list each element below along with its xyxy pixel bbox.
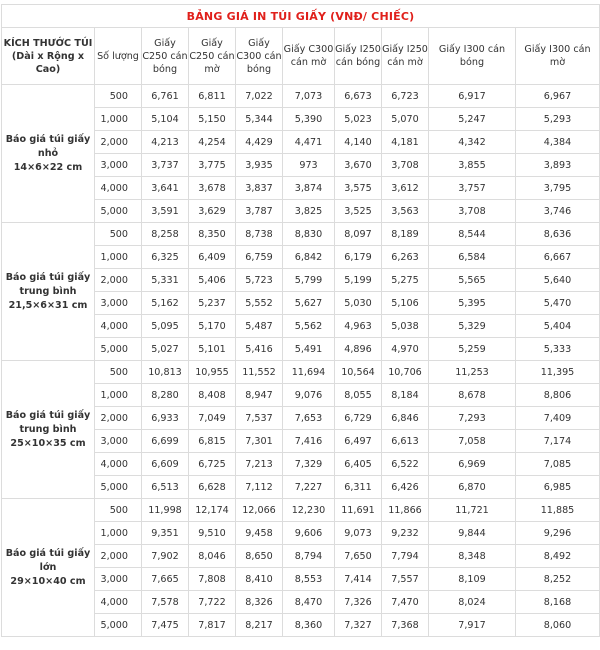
size-label-line: Báo giá túi giấy [5,133,91,145]
price-cell: 6,179 [335,246,382,269]
price-table [1,4,600,637]
price-cell: 6,985 [516,476,600,499]
size-label-line: 25×10×35 cm [10,437,86,449]
quantity-cell: 2,000 [95,407,142,430]
price-cell: 6,842 [283,246,335,269]
price-cell: 5,562 [283,315,335,338]
price-cell: 6,759 [236,246,283,269]
price-cell: 8,024 [429,591,516,614]
price-cell: 6,584 [429,246,516,269]
price-cell: 6,725 [189,453,236,476]
price-cell: 7,653 [283,407,335,430]
column-header: Giấy C300 cán mờ [283,28,335,85]
price-cell: 3,787 [236,200,283,223]
price-cell: 10,564 [335,361,382,384]
price-cell: 7,049 [189,407,236,430]
price-cell: 5,170 [189,315,236,338]
price-cell: 7,073 [283,85,335,108]
price-cell: 10,813 [142,361,189,384]
quantity-cell: 5,000 [95,476,142,499]
price-cell: 7,085 [516,453,600,476]
price-cell: 8,168 [516,591,600,614]
price-cell: 4,970 [382,338,429,361]
price-cell: 6,497 [335,430,382,453]
price-cell: 5,106 [382,292,429,315]
price-cell: 6,933 [142,407,189,430]
quantity-cell: 500 [95,85,142,108]
price-cell: 7,808 [189,568,236,591]
price-cell: 9,073 [335,522,382,545]
price-cell: 7,293 [429,407,516,430]
price-cell: 5,404 [516,315,600,338]
quantity-cell: 1,000 [95,246,142,269]
price-cell: 7,665 [142,568,189,591]
price-cell: 4,429 [236,131,283,154]
price-cell: 8,252 [516,568,600,591]
price-cell: 7,174 [516,430,600,453]
price-cell: 6,609 [142,453,189,476]
price-cell: 5,038 [382,315,429,338]
price-cell: 7,817 [189,614,236,637]
price-cell: 7,213 [236,453,283,476]
price-cell: 5,247 [429,108,516,131]
price-cell: 6,522 [382,453,429,476]
price-cell: 6,263 [382,246,429,269]
price-cell: 4,181 [382,131,429,154]
price-cell: 10,955 [189,361,236,384]
price-cell: 11,395 [516,361,600,384]
price-cell: 8,348 [429,545,516,568]
price-cell: 5,331 [142,269,189,292]
price-cell: 9,296 [516,522,600,545]
price-cell: 4,963 [335,315,382,338]
price-cell: 10,706 [382,361,429,384]
price-cell: 5,023 [335,108,382,131]
price-cell: 7,409 [516,407,600,430]
price-cell: 8,492 [516,545,600,568]
price-cell: 5,027 [142,338,189,361]
price-cell: 7,722 [189,591,236,614]
quantity-cell: 500 [95,223,142,246]
price-cell: 3,563 [382,200,429,223]
price-cell: 9,351 [142,522,189,545]
price-cell: 4,471 [283,131,335,154]
column-header: Giấy C250 cán mờ [189,28,236,85]
quantity-cell: 2,000 [95,269,142,292]
quantity-cell: 1,000 [95,108,142,131]
price-cell: 6,969 [429,453,516,476]
size-label-line: 14×6×22 cm [13,161,83,173]
price-cell: 5,293 [516,108,600,131]
price-cell: 8,046 [189,545,236,568]
price-cell: 3,775 [189,154,236,177]
price-cell: 4,140 [335,131,382,154]
quantity-cell: 4,000 [95,315,142,338]
price-cell: 3,629 [189,200,236,223]
price-cell: 3,708 [382,154,429,177]
table-body [2,85,600,637]
price-cell: 7,557 [382,568,429,591]
price-cell: 5,030 [335,292,382,315]
price-cell: 3,641 [142,177,189,200]
size-label-line: trung bình [19,285,77,297]
price-cell: 8,636 [516,223,600,246]
price-cell: 3,746 [516,200,600,223]
price-cell: 6,917 [429,85,516,108]
price-cell: 6,409 [189,246,236,269]
price-cell: 5,565 [429,269,516,292]
price-cell: 8,109 [429,568,516,591]
price-cell: 8,408 [189,384,236,407]
price-cell: 4,254 [189,131,236,154]
price-cell: 5,344 [236,108,283,131]
price-cell: 7,326 [335,591,382,614]
price-cell: 7,416 [283,430,335,453]
price-cell: 5,095 [142,315,189,338]
price-cell: 973 [283,154,335,177]
price-cell: 11,721 [429,499,516,522]
price-cell: 5,150 [189,108,236,131]
table-title: BẢNG GIÁ IN TÚI GIẤY (VNĐ/ CHIẾC) [2,5,600,28]
price-cell: 11,998 [142,499,189,522]
price-cell: 3,935 [236,154,283,177]
price-cell: 8,060 [516,614,600,637]
price-cell: 8,470 [283,591,335,614]
price-cell: 3,757 [429,177,516,200]
size-label-line: 21,5×6×31 cm [8,299,88,311]
table-row [2,361,600,384]
price-cell: 6,667 [516,246,600,269]
price-cell: 5,406 [189,269,236,292]
price-cell: 5,390 [283,108,335,131]
price-cell: 8,097 [335,223,382,246]
price-cell: 8,189 [382,223,429,246]
price-cell: 8,678 [429,384,516,407]
table-row [2,85,600,108]
quantity-cell: 4,000 [95,177,142,200]
price-cell: 6,761 [142,85,189,108]
price-cell: 8,184 [382,384,429,407]
price-cell: 7,329 [283,453,335,476]
price-cell: 5,259 [429,338,516,361]
price-cell: 8,544 [429,223,516,246]
size-group-label [2,223,95,361]
price-cell: 6,815 [189,430,236,453]
price-cell: 5,237 [189,292,236,315]
price-cell: 7,058 [429,430,516,453]
price-cell: 6,311 [335,476,382,499]
price-cell: 5,104 [142,108,189,131]
table-header [2,5,600,85]
price-cell: 3,855 [429,154,516,177]
price-cell: 6,426 [382,476,429,499]
price-cell: 8,947 [236,384,283,407]
price-cell: 12,066 [236,499,283,522]
price-cell: 6,967 [516,85,600,108]
price-cell: 6,405 [335,453,382,476]
quantity-cell: 3,000 [95,568,142,591]
price-cell: 5,162 [142,292,189,315]
size-group-label [2,361,95,499]
price-cell: 6,699 [142,430,189,453]
column-header: Giấy C300 cán bóng [236,28,283,85]
price-cell: 7,578 [142,591,189,614]
price-cell: 5,640 [516,269,600,292]
size-label-line: 29×10×40 cm [10,575,86,587]
price-cell: 8,055 [335,384,382,407]
quantity-cell: 1,000 [95,384,142,407]
column-header: KÍCH THƯỚC TÚI (Dài x Rộng x Cao) [2,28,95,85]
price-cell: 9,232 [382,522,429,545]
price-cell: 5,627 [283,292,335,315]
quantity-cell: 3,000 [95,292,142,315]
price-cell: 8,738 [236,223,283,246]
size-label-line: nhỏ [37,147,59,159]
price-cell: 6,513 [142,476,189,499]
column-header: Giấy I300 cán mờ [516,28,600,85]
quantity-cell: 3,000 [95,154,142,177]
price-cell: 5,416 [236,338,283,361]
price-cell: 11,694 [283,361,335,384]
price-cell: 6,811 [189,85,236,108]
quantity-cell: 4,000 [95,591,142,614]
price-cell: 12,230 [283,499,335,522]
price-cell: 5,101 [189,338,236,361]
price-cell: 7,227 [283,476,335,499]
size-label-line: trung bình [19,423,77,435]
price-cell: 5,723 [236,269,283,292]
price-cell: 3,893 [516,154,600,177]
price-cell: 11,866 [382,499,429,522]
price-cell: 8,650 [236,545,283,568]
price-cell: 6,723 [382,85,429,108]
size-label-line: lớn [39,561,57,573]
price-cell: 3,874 [283,177,335,200]
price-cell: 5,470 [516,292,600,315]
price-cell: 4,384 [516,131,600,154]
price-cell: 9,510 [189,522,236,545]
price-cell: 4,213 [142,131,189,154]
price-cell: 8,410 [236,568,283,591]
price-cell: 8,360 [283,614,335,637]
price-cell: 6,613 [382,430,429,453]
column-header: Giấy I250 cán bóng [335,28,382,85]
quantity-cell: 3,000 [95,430,142,453]
price-cell: 11,552 [236,361,283,384]
price-cell: 8,830 [283,223,335,246]
price-cell: 8,553 [283,568,335,591]
column-header: Số lượng [95,28,142,85]
size-label-line: Báo giá túi giấy [5,409,91,421]
price-cell: 8,217 [236,614,283,637]
price-cell: 7,470 [382,591,429,614]
price-cell: 5,395 [429,292,516,315]
quantity-cell: 1,000 [95,522,142,545]
price-cell: 8,280 [142,384,189,407]
price-cell: 8,326 [236,591,283,614]
price-cell: 7,794 [382,545,429,568]
price-cell: 3,670 [335,154,382,177]
price-cell: 7,475 [142,614,189,637]
price-cell: 9,076 [283,384,335,407]
size-group-label [2,85,95,223]
price-cell: 5,552 [236,292,283,315]
quantity-cell: 5,000 [95,614,142,637]
price-cell: 3,575 [335,177,382,200]
price-cell: 5,329 [429,315,516,338]
price-cell: 6,846 [382,407,429,430]
quantity-cell: 5,000 [95,338,142,361]
price-cell: 9,844 [429,522,516,545]
price-cell: 5,070 [382,108,429,131]
price-cell: 7,327 [335,614,382,637]
price-cell: 3,837 [236,177,283,200]
price-cell: 5,199 [335,269,382,292]
header-row [2,28,600,85]
quantity-cell: 5,000 [95,200,142,223]
price-cell: 7,112 [236,476,283,499]
price-cell: 6,673 [335,85,382,108]
price-cell: 7,368 [382,614,429,637]
price-cell: 7,022 [236,85,283,108]
price-cell: 3,795 [516,177,600,200]
table-row [2,499,600,522]
column-header: Giấy I300 cán bóng [429,28,516,85]
price-cell: 7,902 [142,545,189,568]
price-cell: 4,896 [335,338,382,361]
quantity-cell: 2,000 [95,545,142,568]
price-cell: 9,458 [236,522,283,545]
price-cell: 11,253 [429,361,516,384]
quantity-cell: 4,000 [95,453,142,476]
price-cell: 8,350 [189,223,236,246]
price-cell: 11,885 [516,499,600,522]
price-cell: 7,414 [335,568,382,591]
price-cell: 5,333 [516,338,600,361]
price-cell: 4,342 [429,131,516,154]
price-cell: 11,691 [335,499,382,522]
price-cell: 3,708 [429,200,516,223]
price-cell: 3,825 [283,200,335,223]
price-cell: 5,491 [283,338,335,361]
price-cell: 7,917 [429,614,516,637]
price-cell: 5,487 [236,315,283,338]
price-cell: 6,870 [429,476,516,499]
price-cell: 12,174 [189,499,236,522]
price-cell: 5,799 [283,269,335,292]
price-cell: 3,612 [382,177,429,200]
price-cell: 8,806 [516,384,600,407]
price-cell: 8,258 [142,223,189,246]
quantity-cell: 500 [95,499,142,522]
price-cell: 6,325 [142,246,189,269]
table-row [2,223,600,246]
price-cell: 9,606 [283,522,335,545]
price-cell: 6,729 [335,407,382,430]
price-cell: 3,525 [335,200,382,223]
quantity-cell: 500 [95,361,142,384]
quantity-cell: 2,000 [95,131,142,154]
size-label-line: Báo giá túi giấy [5,271,91,283]
price-cell: 3,737 [142,154,189,177]
size-label-line: Báo giá túi giấy [5,547,91,559]
size-group-label [2,499,95,637]
price-cell: 5,275 [382,269,429,292]
price-cell: 6,628 [189,476,236,499]
price-cell: 7,301 [236,430,283,453]
price-cell: 3,678 [189,177,236,200]
column-header: Giấy C250 cán bóng [142,28,189,85]
column-header: Giấy I250 cán mờ [382,28,429,85]
price-cell: 3,591 [142,200,189,223]
price-cell: 7,650 [335,545,382,568]
price-cell: 8,794 [283,545,335,568]
price-cell: 7,537 [236,407,283,430]
